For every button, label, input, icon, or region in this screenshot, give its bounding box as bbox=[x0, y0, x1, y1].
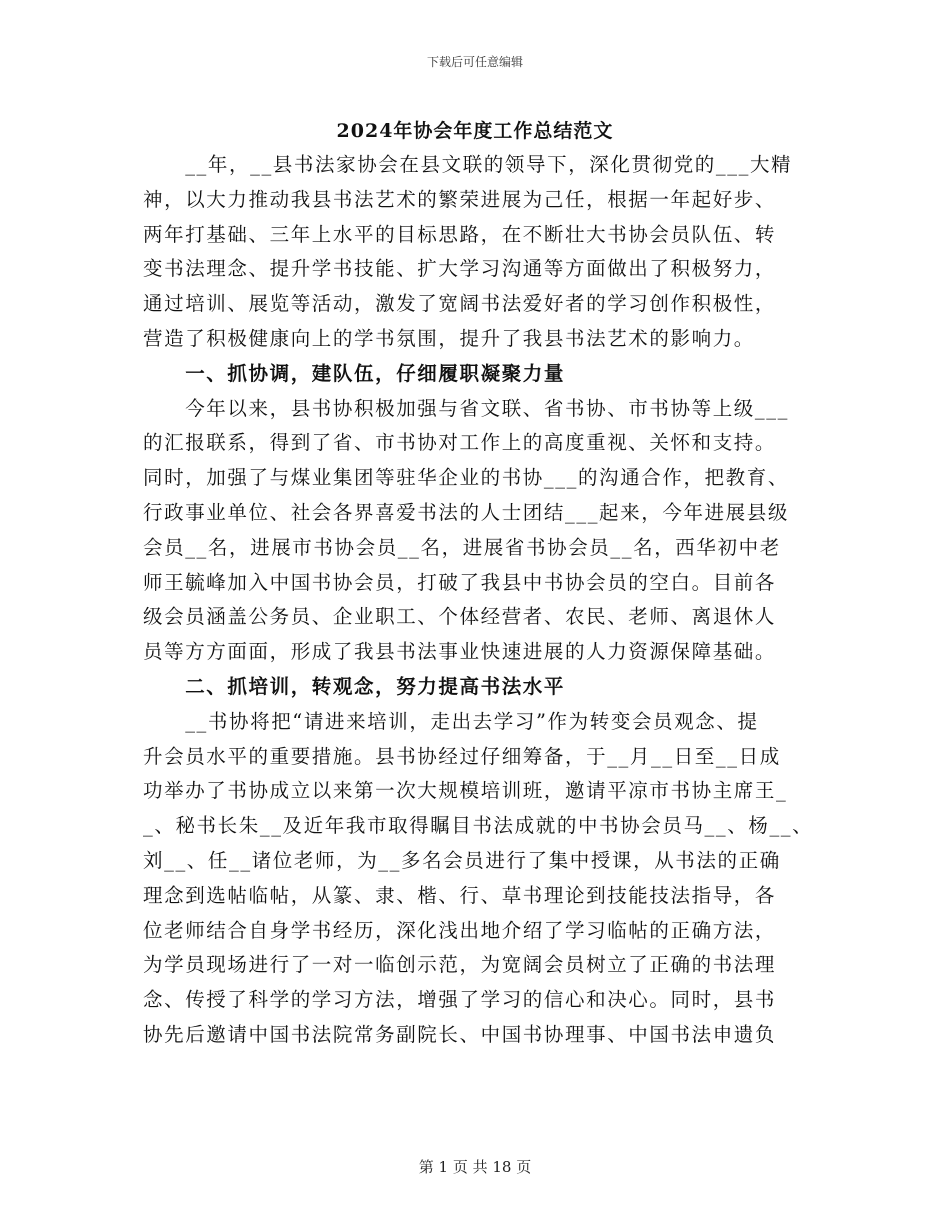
paragraph-line: 师王毓峰加入中国书协会员，打破了我县中书协会员的空白。目前各 bbox=[143, 570, 777, 594]
paragraph-line: 会员__名，进展市书协会员__名，进展省书协会员__名，西华初中老 bbox=[143, 535, 781, 559]
paragraph-line: 员等方方面面，形成了我县书法事业快速进展的人力资源保障基础。 bbox=[143, 640, 777, 664]
document-body bbox=[143, 148, 815, 1053]
paragraph-line: 理念到选帖临帖，从篆、隶、楷、行、草书理论到技能技法指导，各 bbox=[143, 883, 777, 907]
paragraph-line: 升会员水平的重要措施。县书协经过仔细筹备，于__月__日至__日成 bbox=[143, 744, 781, 768]
paragraph-line: 通过培训、展览等活动，激发了宽阔书法爱好者的学习创作积极性， bbox=[143, 292, 777, 316]
paragraph-line: __年，__县书法家协会在县文联的领导下，深化贯彻党的___大精 bbox=[143, 153, 793, 176]
paragraph-line: 级会员涵盖公务员、企业职工、个体经营者、农民、老师、离退休人 bbox=[143, 605, 777, 629]
paragraph-line: 为学员现场进行了一对一临创示范，为宽阔会员树立了正确的书法理 bbox=[143, 953, 777, 977]
paragraph-line: 位老师结合自身学书经历，深化浅出地介绍了学习临帖的正确方法， bbox=[143, 918, 777, 942]
paragraph-line: 神，以大力推动我县书法艺术的繁荣进展为己任，根据一年起好步、 bbox=[143, 187, 777, 211]
paragraph-line: __书协将把“请进来培训，走出去学习”作为转变会员观念、提 bbox=[143, 709, 759, 733]
paragraph-line: 念、传授了科学的学习方法，增强了学习的信心和决心。同时，县书 bbox=[143, 988, 777, 1012]
paragraph-line: 协先后邀请中国书法院常务副院长、中国书协理事、中国书法申遗负 bbox=[143, 1022, 777, 1046]
page-number-footer: 第 1 页 共 18 页 bbox=[418, 1158, 532, 1176]
paragraph-line: 的汇报联系，得到了省、市书协对工作上的高度重视、关怀和支持。 bbox=[143, 431, 777, 455]
paragraph-line: 今年以来，县书协积极加强与省文联、省书协、市书协等上级___ bbox=[143, 396, 789, 420]
document-title: 2024年协会年度工作总结范文 bbox=[336, 120, 614, 142]
paragraph-line: 刘__、任__诸位老师，为__多名会员进行了集中授课，从书法的正确 bbox=[143, 848, 781, 872]
section-heading: 一、抓协调，建队伍，仔细履职凝聚力量 bbox=[143, 361, 566, 385]
section-heading: 二、抓培训，转观念，努力提高书法水平 bbox=[143, 674, 566, 698]
paragraph-line: 变书法理念、提升学书技能、扩大学习沟通等方面做出了积极努力， bbox=[143, 257, 777, 281]
paragraph-line: 同时，加强了与煤业集团等驻华企业的书协___的沟通合作，把教育、 bbox=[143, 466, 789, 490]
page-header: 下载后可任意编辑 bbox=[426, 55, 523, 69]
paragraph-line: 两年打基础、三年上水平的目标思路，在不断壮大书协会员队伍、转 bbox=[143, 222, 777, 246]
paragraph-line: 功举办了书协成立以来第一次大规模培训班，邀请平凉市书协主席王_ bbox=[143, 779, 788, 803]
paragraph-line: _、秘书长朱__及近年我市取得瞩目书法成就的中书协会员马__、杨__、 bbox=[143, 814, 814, 838]
paragraph-line: 行政事业单位、社会各界喜爱书法的人士团结___起来，今年进展县级 bbox=[143, 500, 789, 524]
paragraph-line: 营造了积极健康向上的学书氛围，提升了我县书法艺术的影响力。 bbox=[143, 326, 755, 350]
